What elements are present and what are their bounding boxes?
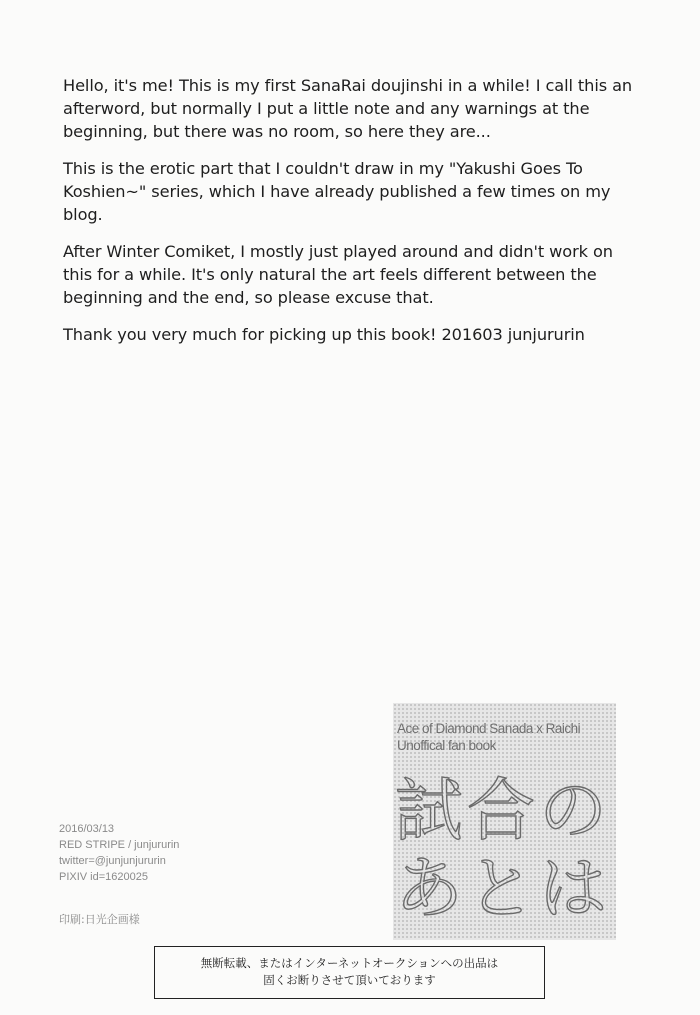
twitter-handle: twitter=@junjunjururin bbox=[59, 855, 166, 867]
title-box bbox=[393, 703, 616, 940]
colophon bbox=[59, 821, 179, 885]
japanese-title-line-2: あとは bbox=[395, 850, 612, 929]
english-title-line-2: Unoffical fan book bbox=[397, 738, 496, 753]
circle-name: RED STRIPE / junjururin bbox=[59, 839, 180, 851]
afterword-paragraph-2: This is the erotic part that I couldn't draw in my "Yakushi Goes To Koshien~" series, which I have already published a few times on my blog. bbox=[63, 159, 611, 224]
english-title bbox=[397, 720, 580, 754]
reprint-notice bbox=[154, 946, 545, 999]
english-title-line-1: Ace of Diamond Sanada x Raichi bbox=[397, 721, 581, 736]
pixiv-id: PIXIV id=1620025 bbox=[59, 871, 148, 883]
japanese-title-line-1: 試合の bbox=[395, 772, 612, 851]
publish-date: 2016/03/13 bbox=[59, 823, 115, 835]
afterword-paragraph-1: Hello, it's me! This is my first SanaRai doujinshi in a while! I call this an afterword, but normally I put a little note and any warnings at the beginning, but there was no room, so here they are... bbox=[63, 76, 633, 141]
afterword-text bbox=[63, 74, 643, 360]
notice-line-1: 無断転載、またはインターネットオークションへの出品は bbox=[200, 956, 499, 970]
japanese-title bbox=[395, 773, 615, 929]
afterword-paragraph-3: After Winter Comiket, I mostly just played around and didn't work on this for a while. It's only natural the art feels different between the beginning and the end, so please excuse that. bbox=[63, 242, 613, 307]
notice-line-2: 固くお断りさせて頂いております bbox=[263, 973, 436, 987]
printer-credit: 印刷:日光企画様 bbox=[59, 913, 140, 926]
afterword-paragraph-4: Thank you very much for picking up this book! 201603 junjururin bbox=[63, 325, 585, 344]
